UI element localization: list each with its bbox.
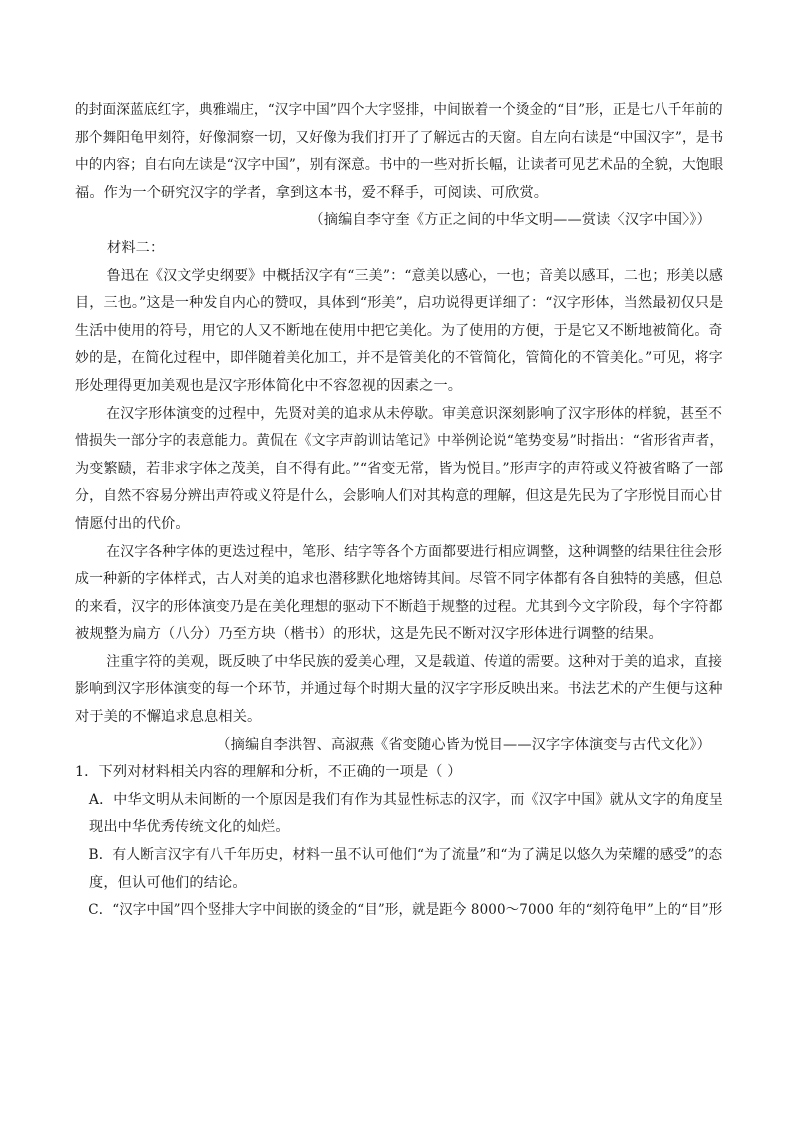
text-line: 分，自然不容易分辨出声符或义符是什么，会影响人们对其构意的理解，但这是先民为了字形悦目而心甘	[75, 488, 723, 505]
material-two-source: （摘编自李洪智、高淑燕《省变随心皆为悦目——汉字字体演变与古代文化》）	[216, 736, 711, 753]
material-two-label: 材料二：	[107, 239, 165, 256]
text-line: 情愿付出的代价。	[75, 515, 190, 532]
text-line: 对于美的不懈追求息息相关。	[75, 709, 262, 726]
text-line: 在汉字各种字体的更迭过程中，笔形、结字等各个方面都要进行相应调整，这种调整的结果往往会形	[106, 543, 723, 560]
text-line: 目，三也。”这是一种发自内心的赞叹，具体到“形美”，启功说得更详细了：“汉字形体，当然最初仅只是	[75, 295, 724, 312]
option-b: B．有人断言汉字有八千年历史，材料一虽不认可他们“为了流量”和“为了满足以悠久为荣耀的感受”的态	[88, 847, 723, 864]
text-line: 影响到汉字形体演变的每一个环节，并通过每个时期大量的汉字字形反映出来。书法艺术的产生便与这种	[75, 681, 723, 698]
paragraph	[75, 401, 723, 539]
paragraph	[75, 263, 723, 401]
paragraph	[75, 649, 723, 732]
text-line: 的来看，汉字的形体演变乃是在美化理想的驱动下不断趋于规整的过程。尤其到今文字阶段，每个字符都	[75, 598, 723, 615]
material-one-continuation	[75, 97, 723, 235]
question-stem: 1．下列对材料相关内容的理解和分析，不正确的一项是（ ）	[75, 764, 462, 781]
option-a: A．中华文明从未间断的一个原因是我们有作为其显性标志的汉字，而《汉字中国》就从文字的角度呈	[88, 791, 724, 808]
text-line: 成一种新的字体样式，古人对美的追求也潜移默化地熔铸其间。尽管不同字体都有各自独特的美感，但总	[75, 571, 723, 588]
material-two	[75, 235, 723, 759]
text-line: 为变繁赜，若非求字体之茂美，自不得有此。”“省变无常，皆为悦目。”形声字的声符或义符被省略了一部	[75, 460, 724, 477]
question-one	[75, 759, 723, 925]
material-one-source: （摘编自李守奎《方正之间的中华文明——赏读〈汉字中国〉》）	[309, 212, 711, 229]
text-line: 被规整为扁方（八分）乃至方块（楷书）的形状，这是先民不断对汉字形体进行调整的结果。	[75, 626, 663, 643]
text-line: 惜损失一部分字的表意能力。黄侃在《文字声韵训诂笔记》中举例论说“笔势变易”时指出：“省形省声者，	[75, 433, 724, 450]
text-line: 在汉字形体演变的过程中，先贤对美的追求从未停歇。审美意识深刻影响了汉字形体的样貌，甚至不	[106, 405, 723, 422]
option-c: C．“汉字中国”四个竖排大字中间嵌的烫金的“目”形，就是距今 8000～7000 年的“刻符龟甲”上的“目”形	[88, 902, 723, 919]
text-line: 鲁迅在《汉文学史纲要》中概括汉字有“三美”：“意美以感心，一也；音美以感耳，二也；形美以感	[106, 267, 723, 284]
text-line: 中的内容；自右向左读是“汉字中国”，别有深意。书中的一些对折长幅，让读者可见艺术品的全貌，大饱眼	[75, 157, 724, 174]
text-line: 形处理得更加美观也是汉字形体简化中不容忽视的因素之一。	[75, 377, 463, 394]
text-line: 福。作为一个研究汉字的学者，拿到这本书，爱不释手，可阅读、可欣赏。	[75, 184, 549, 201]
text-line: 那个舞阳龟甲刻符，好像洞察一切，又好像为我们打开了了解远古的天窗。自左向右读是“中国汉字”，是书	[75, 129, 724, 146]
option-b-continued: 度，但认可他们的结论。	[89, 874, 247, 891]
option-a-continued: 现出中华优秀传统文化的灿烂。	[89, 819, 290, 836]
paragraph	[75, 539, 723, 649]
text-line: 的封面深蓝底红字，典雅端庄，“汉字中国”四个大字竖排，中间嵌着一个烫金的“目”形，正是七八千年前的	[75, 102, 723, 118]
document-page	[75, 97, 723, 925]
text-line: 生活中使用的符号，用它的人又不断地在使用中把它美化。为了使用的方便，于是它又不断地被简化。奇	[75, 322, 723, 339]
text-line: 妙的是，在简化过程中，即伴随着美化加工，并不是管美化的不管简化，管简化的不管美化。”可见，将字	[75, 350, 723, 367]
text-line: 注重字符的美观，既反映了中华民族的爱美心理，又是载道、传道的需要。这种对于美的追求，直接	[106, 653, 723, 670]
